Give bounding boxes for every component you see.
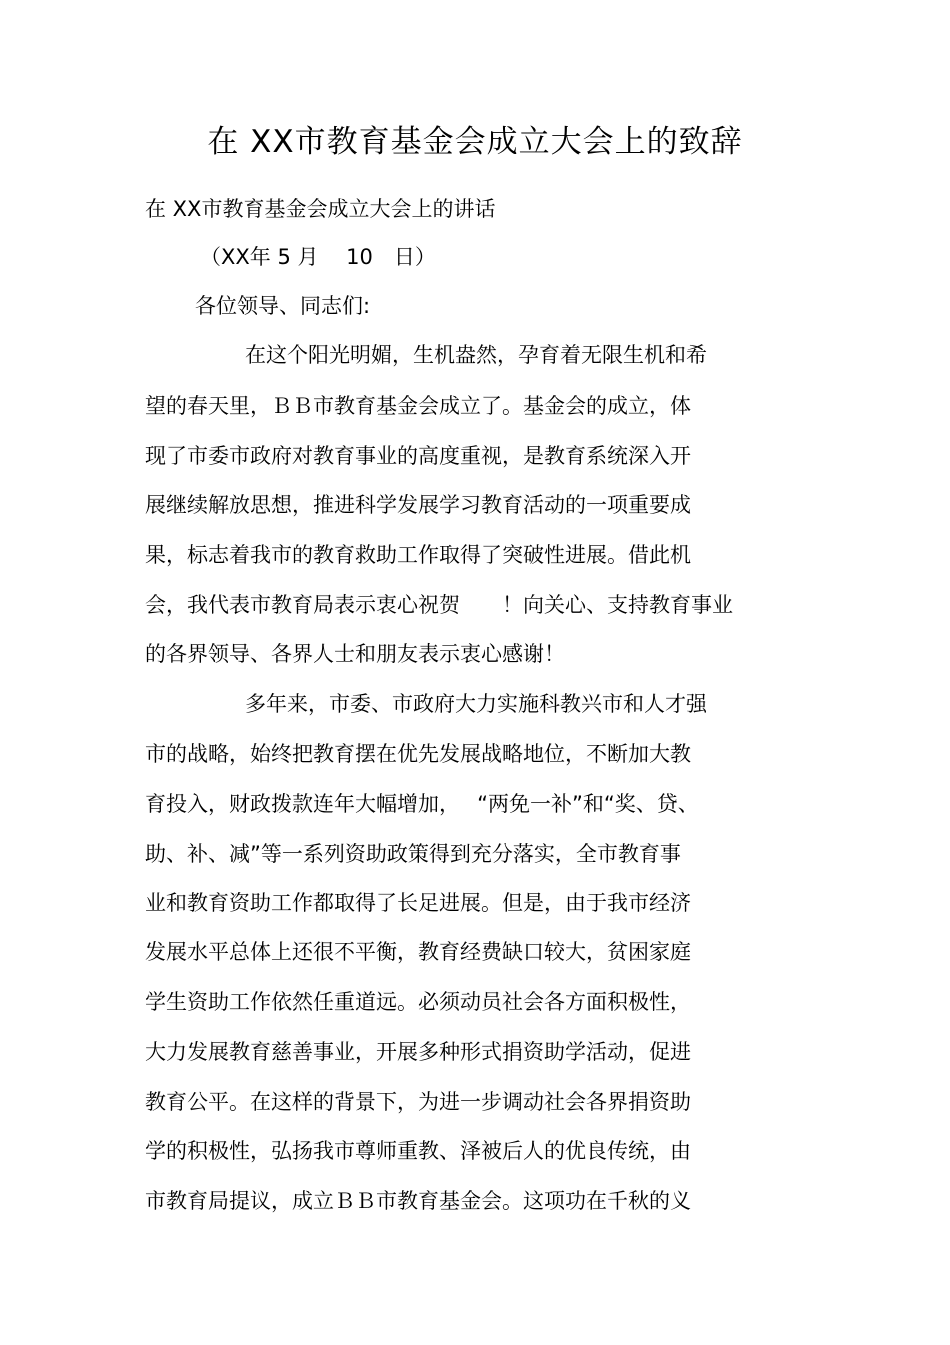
paragraph1-line: 会，我代表市教育局表示衷心祝贺 ！向关心、支持教育事业 (145, 593, 733, 617)
document-subtitle: 在 XX市教育基金会成立大会上的讲话 (145, 197, 496, 221)
greeting: 各位领导、同志们: (195, 294, 371, 318)
paragraph2-line: 业和教育资助工作都取得了长足进展。但是，由于我市经济 (145, 891, 691, 915)
paragraph1-line: 在这个阳光明媚，生机盎然，孕育着无限生机和希 (245, 343, 707, 367)
paragraph2-line: 助、补、减”等一系列资助政策得到充分落实，全市教育事 (145, 842, 681, 866)
paragraph2-line: 发展水平总体上还很不平衡，教育经费缺口较大，贫困家庭 (145, 940, 691, 964)
paragraph2-line: 学生资助工作依然任重道远。必须动员社会各方面积极性， (145, 990, 691, 1014)
paragraph2-line: 教育公平。在这样的背景下，为进一步调动社会各界捐资助 (145, 1090, 691, 1114)
paragraph2-line: 市的战略，始终把教育摆在优先发展战略地位，不断加大教 (145, 742, 691, 766)
paragraph2-line: 多年来，市委、市政府大力实施科教兴市和人才强 (245, 692, 707, 716)
paragraph2-line: 育投入，财政拨款连年大幅增加， “两免一补”和“奖、贷、 (145, 792, 699, 816)
paragraph1-line: 展继续解放思想，推进科学发展学习教育活动的一项重要成 (145, 493, 691, 517)
paragraph2-line: 学的积极性，弘扬我市尊师重教、泽被后人的优良传统，由 (145, 1139, 691, 1163)
document-title: 在 XX市教育基金会成立大会上的致辞 (207, 124, 743, 160)
paragraph1-line: 的各界领导、各界人士和朋友表示衷心感谢！ (145, 642, 565, 666)
paragraph1-line: 现了市委市政府对教育事业的高度重视，是教育系统深入开 (145, 444, 691, 468)
paragraph2-line: 市教育局提议，成立ＢＢ市教育基金会。这项功在千秋的义 (145, 1189, 691, 1213)
paragraph2-line: 大力发展教育慈善事业，开展多种形式捐资助学活动，促进 (145, 1040, 691, 1064)
document-date: （XX年 5 月 10 日） (200, 245, 436, 269)
paragraph1-line: 望的春天里，ＢＢ市教育基金会成立了。基金会的成立，体 (145, 394, 691, 418)
paragraph1-line: 果，标志着我市的教育救助工作取得了突破性进展。借此机 (145, 543, 691, 567)
